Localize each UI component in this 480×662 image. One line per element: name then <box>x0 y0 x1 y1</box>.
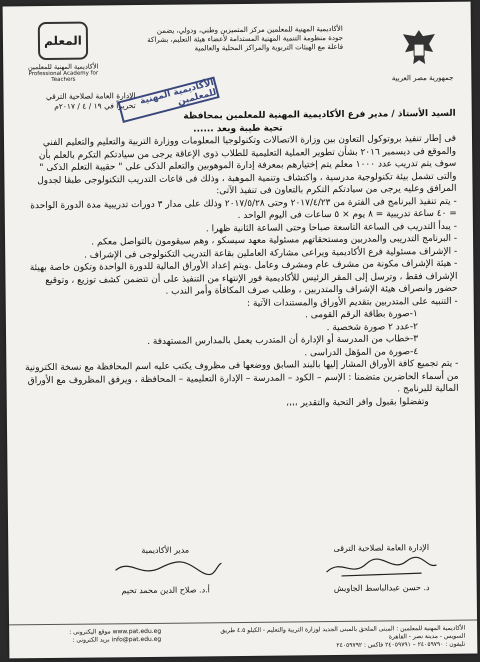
letter-body <box>20 108 459 413</box>
list-item: - هيئة الإشراف مكونة من مشرف عام ومشرف وعامل .ويتم إعداد الأوراق المالية للدورة الواحدة وتكون خاصة بهيئة الإشراف فقط ، وترسل إلى المقر الرئيس للأكاديمية فور الإنتهاء من التنفيذ على أن تتضمن كشف توزيع ، وتوقيع حضور وانصراف هيئة الإشراف والمتدربين ، وطلب صرف المكافأة وأمر الندب . <box>29 258 458 297</box>
letter-date: تحريراً في ١٩ / ٤ / ٢٠١٧م <box>54 101 136 111</box>
country-label: جمهورية مصر العربية <box>391 73 454 83</box>
doc-item: ١-صورة بطاقة الرقم القومى . <box>305 309 418 321</box>
signature-department <box>306 542 457 595</box>
letter-footer <box>9 620 477 659</box>
department-name: الإدارة العامة لصلاحية الترقي <box>45 91 136 102</box>
handwritten-signature-icon <box>105 555 225 582</box>
academy-logo <box>19 21 108 83</box>
academy-name-ar: الأكاديمية المهنية للمعلمين <box>27 62 99 72</box>
letter-page <box>3 2 478 659</box>
eagle-emblem-icon <box>399 26 439 70</box>
signer-name: د. حسن عبدالباسط الجاويش <box>333 583 430 594</box>
list-item: - يتم تنفيذ البرنامج فى الفترة من ٢٠١٧/٤/٢٣ وحتى ٢٠١٧/٥/٢٨ وذلك على مدار ٣ دورات تدريبية مدة الدورة الواحدة = ٤٠ ساعة تدريبية = ٨ يوم × ٥ ساعات فى اليوم الواحد . <box>30 196 457 222</box>
incoming-stamp: الأكاديمية المهنية للمعلمين <box>117 76 219 122</box>
instructions-list <box>21 195 459 400</box>
signature-area <box>20 542 465 617</box>
academy-vision <box>123 25 343 54</box>
website-line: www.pat.edu.eg موقع اليكترونى : <box>69 627 162 636</box>
footer-address <box>205 625 465 652</box>
closing-line: وتفضلوا بقبول وافر التحية والتقدير ،،،، <box>286 396 429 409</box>
phone-line: تليفون : ٢٤٠٥٩٧٩٠ – ٢٤٠٥٩٧٩١ فاكس : ٢٤٠٥٩٧٩٢ <box>336 640 466 650</box>
academy-logo-mark: المعلم <box>38 22 88 61</box>
list-item: - التنبيه على المتدربين بتقديم الأوراق والمستندات الآتية : <box>246 296 458 309</box>
list-item: - يتم تجميع كافة الأوراق المشار إليها بالبند السابق ووضعها فى مظروف يكتب عليه اسم المحافظة مع نسخة الكترونية من أسماء الحاضرين متضمنا : الإسم – الكود – المدرسة – الإدارة التعليمية – المحافظة ، ويرفق المظروف مع الأوراق المالية للبرنامج . <box>25 358 459 395</box>
vision-line: الأكاديمية المهنية للمعلمين مركز المتميزين وطني، ودولي، يضمن <box>156 24 343 35</box>
intro-paragraph: فى إطار تنفيذ بروتوكول التعاون بين وزارة الاتصالات وتكنولوجيا المعلومات ووزارة التربية والتعليم والتعليم الفني والموقع فى ديسمبر ٢٠١٦ بشأن تطوير العملية التعليمية للطلاب ذوى الإعاقة يرجى من سيادتكم التكرم بالعلم بأن سوف يتم تدريب عدد ١٠٠٠ معلم يتم إختيارهم بمعرفة إدارة الموهوبين والتعلم الذكى على " حقيبة التعلم الذكى " والتى تشمل بيئة تكنولوجية مدرسية ، واكتشاف وتنمية الموهبة ، وذلك فى قاعات التدريب التكنولوجى طبقا لجدول المرافق وعليه يرجى من سيادتكم التكرم بالتعاون فى تنفيذ الآتى: <box>37 133 457 197</box>
greeting: تحية طيبة وبعد ...... <box>193 123 283 134</box>
list-item: - البرنامج التدريبى والمدربين ومستحقاتهم مسئولية معهد سيسكو ، وهم سيقومون بالتواصل معكم . <box>91 233 458 248</box>
doc-item: ٣-خطاب من المدرسة أو الإدارة أن المتدرب يعمل بالمدارس المستهدفة . <box>147 334 419 347</box>
list-item: - الإشراف مسئولية فرع الأكاديمية ويراعى مشاركة العاملين بقاعة التدريب التكنولوجى فى الإشراف . <box>83 246 458 261</box>
academy-name-en: Professional Academy for Teachers <box>28 70 99 83</box>
list-item: - يبدأ التدريب فى الساعة التاسعة صباحا وحتى الساعة الثانية ظهرا . <box>205 221 457 234</box>
footer-contact <box>21 628 161 645</box>
salutation: السيد الأستاذ / مدير فرع الأكاديمية المهنية للمعلمين بمحافظة <box>183 108 456 122</box>
address-line: الأكاديمية المهنية للمعلمين : المبنى الملحق بالمبنى الجديد لوزارة التربية والتعليم - الكيلو ٤.٥ طريق السويس - مدينة نصر - القاهرة <box>220 624 466 641</box>
doc-item: ٢-عدد ٢ صورة شخصية . <box>326 321 419 333</box>
doc-item: ٤-صورة من المؤهل الدراسى . <box>304 346 419 358</box>
signer-title: الإدارة العامة لصلاحية الترقى <box>333 543 430 554</box>
handwritten-signature-icon <box>321 553 441 580</box>
email-line: info@pat.edu.eg بريد الكترونى : <box>72 635 162 644</box>
vision-line: جودة منظومة التنمية المهنية المستدامة لأعضاء هيئة التعليم، بشراكة <box>147 33 343 44</box>
signer-title: مدير الأكاديمية <box>141 545 190 556</box>
vision-line: فاعلة مع الهيئات التربوية والمراكز المحلية والعالمية <box>194 42 344 53</box>
signature-director <box>90 544 241 597</box>
signer-name: أ.د. صلاح الدين محمد تحيم <box>121 585 210 596</box>
